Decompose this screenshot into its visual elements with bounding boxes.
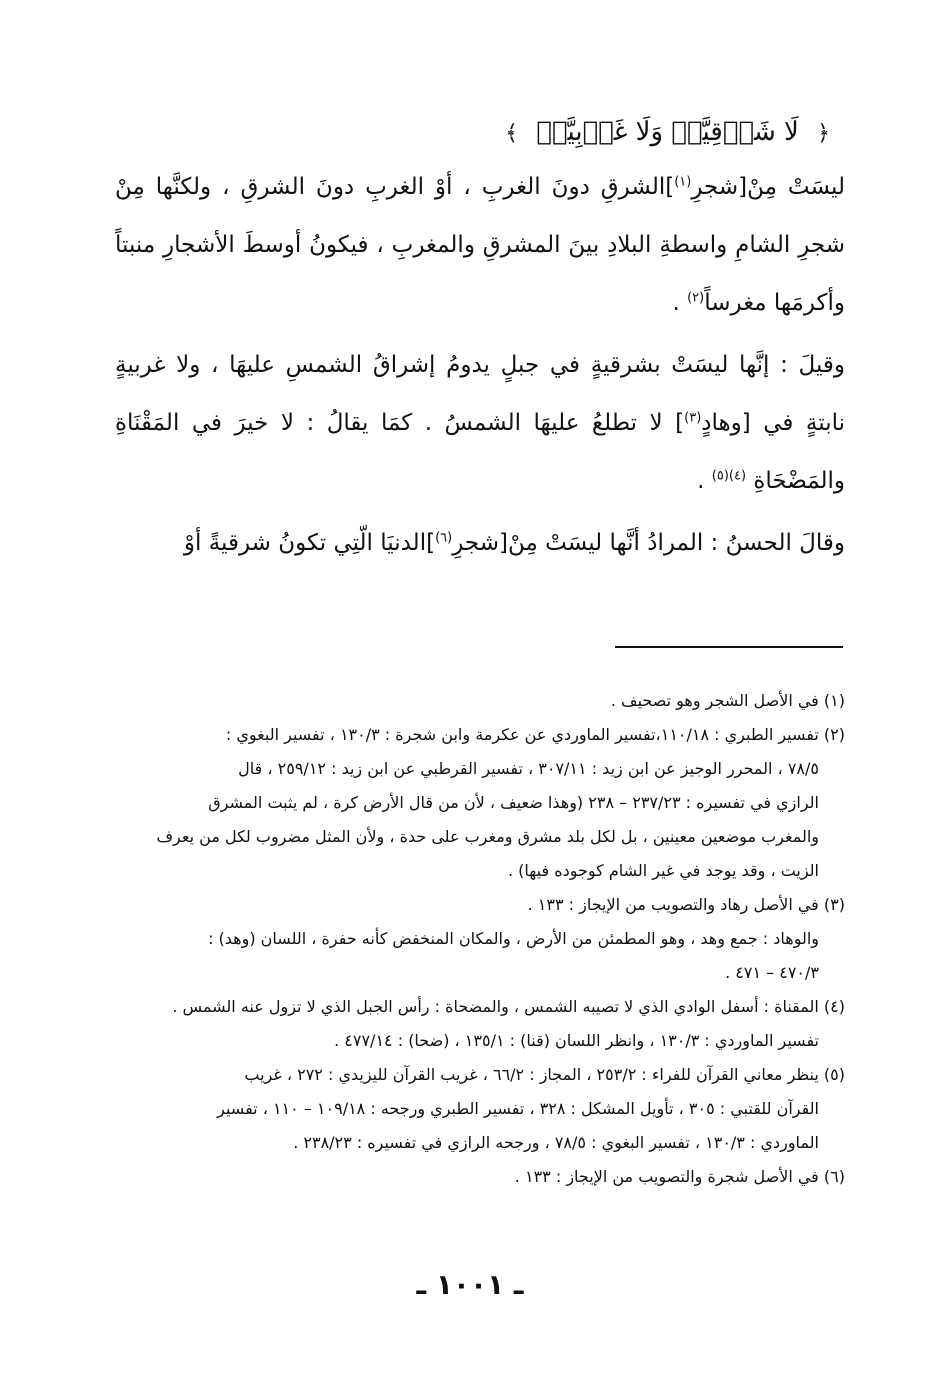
footnote-line: الزيت ، وقد يوجد في غير الشام كوجوده فيها) . bbox=[507, 861, 819, 880]
text-run: وقيلَ : إنَّها ليسَتْ بشرقيةٍ في جبلٍ يدومُ إشراقُ الشمسِ عليهَا ، ولا غربيةٍ نابتةٍ في [وهادٍ bbox=[115, 352, 845, 436]
text-run: . bbox=[672, 290, 688, 316]
text-run: ]الدنيَا الّتِي تكونُ شرقيةً أوْ bbox=[183, 530, 436, 556]
footnote-line: تفسير الماوردي : ١٣٠/٣ ، وانظر اللسان (قنا) : ١٣٥/١ ، (ضحا) : ٤٧٧/١٤ . bbox=[334, 1031, 819, 1050]
footnote-line: ٧٨/٥ ، المحرر الوجيز عن ابن زيد : ٣٠٧/١١ ، تفسير القرطبي عن ابن زيد : ٢٥٩/١٢ ، قال bbox=[238, 759, 819, 778]
footnote-line: (٣) في الأصل رهاد والتصويب من الإيجاز : ١٣٣ . bbox=[527, 895, 845, 914]
footnote-separator bbox=[615, 646, 843, 648]
footnotes bbox=[95, 684, 845, 1194]
footnote-ref: (١) bbox=[674, 174, 692, 190]
footnote-ref: (٢) bbox=[687, 290, 705, 306]
footnote-line: القرآن للقتبي : ٣٠٥ ، تأويل المشكل : ٣٢٨ ، تفسير الطبري ورجحه : ١٠٩/١٨ – ١١٠ ، تفسير bbox=[217, 1099, 819, 1118]
footnote-line: الماوردي : ١٣٠/٣ ، تفسير البغوي : ٧٨/٥ ، ورجحه الرازي في تفسيره : ٢٣٨/٢٣ . bbox=[293, 1133, 819, 1152]
footnote-line: (٥) ينظر معاني القرآن للفراء : ٢٥٣/٢ ، المجاز : ٦٦/٢ ، غريب القرآن لليزيدي : ٢٧٢ ، غريب bbox=[244, 1065, 845, 1084]
footnote-ref: (٤)(٥) bbox=[711, 468, 747, 484]
text-run: ليسَتْ مِنْ[شجرِ bbox=[691, 174, 845, 200]
footnote-ref: (٣) bbox=[684, 410, 702, 426]
verse-open-bracket: ﴿ bbox=[817, 121, 830, 146]
footnote-line: (١) في الأصل الشجر وهو تصحيف . bbox=[610, 691, 845, 710]
verse-text: لَا شَرۡقِيَّةٖ وَلَا غَرۡبِيَّةٖ bbox=[536, 117, 799, 147]
paragraph bbox=[115, 336, 845, 510]
footnote-line: (٦) في الأصل شجرة والتصويب من الإيجاز : ١٣٣ . bbox=[514, 1167, 845, 1186]
footnote-line: والمغرب موضعين معينين ، بل لكل بلد مشرق ومغرب على حدة ، ولأن المثل مضروب لكل من يعرف bbox=[156, 827, 819, 846]
footnote-line: والوهاد : جمع وهد ، وهو المطمئن من الأرض ، والمكان المنخفض كأنه حفرة ، اللسان (وهد) : bbox=[208, 929, 819, 948]
paragraph bbox=[115, 158, 845, 332]
footnote-line: ٤٧٠/٣ – ٤٧١ . bbox=[725, 963, 819, 982]
footnote-ref: (٦) bbox=[435, 530, 453, 546]
footnote-line: (٤) المقناة : أسفل الوادي الذي لا تصيبه الشمس ، والمضحاة : رأس الجبل الذي لا تزول عنه الشمس . bbox=[172, 997, 845, 1016]
quran-verse-heading bbox=[495, 112, 840, 154]
footnote-line: الرازي في تفسيره : ٢٣٧/٢٣ – ٢٣٨ (وهذا ضعيف ، لأن من قال الأرض كرة ، لم يثبت المشرق bbox=[208, 793, 819, 812]
paragraph bbox=[115, 514, 845, 572]
text-run: ] لا تطلعُ عليهَا الشمسُ . كمَا يقالُ : لا خيرَ في المَقْنَاةِ والمَضْحَاةِ bbox=[115, 410, 845, 494]
text-run: . bbox=[697, 468, 712, 494]
footnote-line: (٢) تفسير الطبري : ١١٠/١٨،تفسير الماوردي عن عكرمة وابن شجرة : ١٣٠/٣ ، تفسير البغوي : bbox=[225, 725, 845, 744]
verse-close-bracket: ﴾ bbox=[505, 121, 518, 146]
text-run: ]الشرقِ دونَ الغربِ ، أوْ الغربِ دونَ الشرقِ ، ولكنَّها مِنْ شجرِ الشامِ واسطةِ البلادِ بينَ المشرقِ والمغربِ ، فيكونُ أوسطَ الأشجارِ منبتاً وأكرمَها مغرساً bbox=[115, 174, 845, 316]
main-text bbox=[115, 158, 845, 572]
text-run: وقالَ الحسنُ : المرادُ أنَّها ليسَتْ مِنْ[شجرِ bbox=[452, 530, 845, 556]
page-number: ـ ١٠٠١ ـ bbox=[416, 1268, 524, 1301]
